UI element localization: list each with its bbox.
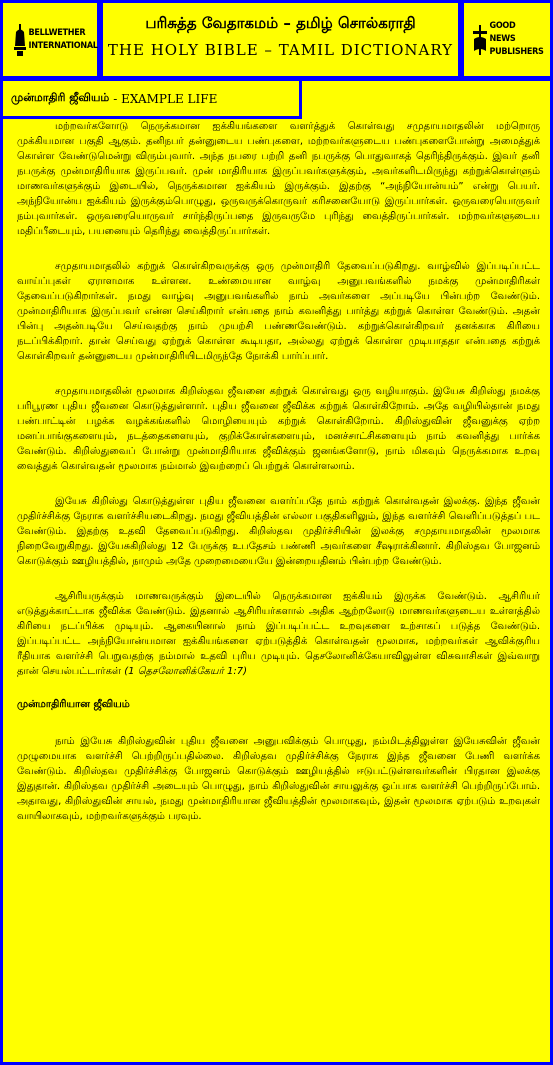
subtitle-tamil: முன்மாதிரி ஜீவியம் xyxy=(11,91,110,104)
bellwether-logo-box xyxy=(0,0,100,79)
header-title-box xyxy=(100,0,461,79)
main-content-box xyxy=(0,78,553,1065)
paragraph: நாம் இயேசு கிறிஸ்துவின் புதிய ஜீவனை அனுபவிக்கும் பொழுது, நம்மிடத்திலுள்ள இயேசுவின் ஜீவன் முழுமையாக வளர்ச்சி பெற்றிருப்பதில்லை. கிறிஸ்தவ முதிர்ச்சிக்கு நேராக இந்த ஜீவனை பேணி வளர்க்க வேண்டும். கிறிஸ்தவ முதிர்ச்சிக்கு போஜனம் கொடுக்கும் ஊழியத்தில் ஈடுபட்டுள்ளவர்களின் பிரதான இலக்கு இதுதான். கிறிஸ்தவ முதிர்ச்சி அடையும் பொழுது, நாம் கிறிஸ்துவின் சாயலுக்கு ஒப்பாக வளர்ச்சி பெற்றிருப்போம். அதாவது, கிறிஸ்துவின் சாயல், நமது முன்மாதிரியான ஜீவியத்தின் மூலமாகவும், இதன் மூலமாக ஏற்படும் உறவுகள் வாயிலாகவும், மற்றவர்களுக்கும் பரவும். xyxy=(17,736,540,822)
bellwether-icon xyxy=(14,24,26,56)
paragraph: இயேசு கிறிஸ்து கொடுத்துள்ள புதிய ஜீவனை வளர்ப்பதே நாம் கற்றுக் கொள்வதன் இலக்கு. இந்த ஜீவன் முதிர்ச்சிக்கு நேராக வளர்ச்சியடைகிறது. நமது ஜீவியத்தின் எல்லா பகுதிகளிலும், இந்த வளர்ச்சி வெளிப்படுத்தப் பட வேண்டும். இதற்கு உதவி தேவைப்படுகிறது. கிறிஸ்தவ முதிர்ச்சியின் இலக்கு சமுதாயமாதலின் மூலமாக நிறைவேறுகிறது. இயேசுகிறிஸ்து 12 பேருக்கு உபதேசம் பண்ணி அவர்களை சீஷராக்கினார். கிறிஸ்தவ போஜனம் கொடுக்கும் ஊழியத்தில், நாமும் அதே முறைமையையே இன்றையதினம் பின்பற்ற வேண்டும். xyxy=(17,496,540,567)
paragraph: சமுதாயமாதலில் கற்றுக் கொள்கிறவருக்கு ஒரு முன்மாதிரி தேவைப்படுகிறது. வாழ்வில் இப்படிப்பட்ட வாய்ப்புகள் ஏராளமாக உள்ளன. உண்மையான வாழ்வு அனுபவங்களில் நமக்கு முன்மாதிரிகள் தேவைப்படுகிறார்கள். நமது வாழ்வு அனுபவங்களில் நாம் அவர்களை அப்படியே பின்பற்ற வேண்டும். முன்மாதிரியாக இருப்பவர் என்ன செய்கிறார் என்பதை நாம் கவனித்து பார்த்து கற்றுக் கொள்ள வேண்டும். அதன் பின்பு அதன்படியே செய்வதற்கு நாம் முயற்சி பண்ணவேண்டும். கற்றுக்கொள்கிறவர் தனக்காக கிரியை நடப்பிக்கிறார். தான் செய்வது ஏற்றுக் கொள்ள கூடியதா, அல்லது ஏற்றுக் கொள்ள முடியாததா என்பதை கற்றுக் கொள்கிறவர் தன்னுடைய முன்மாதிரியிடமிருந்தே நோக்கி பார்ப்பார். xyxy=(17,261,540,362)
paragraph-text: ஆசிரியருக்கும் மாணவருக்கும் இடையில் நெருக்கமான ஐக்கியம் இருக்க வேண்டும். ஆசிரியர் எடுத்துக்காட்டாக ஜீவிக்க வேண்டும். இதனால் ஆசிரியர்களால் அதிக ஆற்றலோடு மாணவர்களுடைய உள்ளத்தில் கிரியை நடப்பிக்க முடியும். ஆகையினால் நாம் இப்படிப்பட்ட உறவுகளை உற்சாகப் படுத்த வேண்டும். இப்படிப்பட்ட அந்நியோன்யமான ஐக்கியங்களை ஏற்படுத்திக் கொள்வதன் மூலமாக, மற்றவர்கள் ஆவிக்குரிய ரீதியாக வளர்ச்சி பெறுவதற்கு நம்மால் உதவி புரிய முடியும். தெசலோனிக்கேயாவிலுள்ள விசுவாசிகள் இவ்வாறு தான் செயல்பட்டார்கள் xyxy=(17,591,540,677)
section-heading: முன்மாதிரியான ஜீவியம் xyxy=(17,699,130,710)
paragraph xyxy=(17,589,540,679)
good-news-icon xyxy=(473,25,487,55)
good-news-logo-box xyxy=(461,0,553,79)
title-tamil: பரிசுத்த வேதாகமம் – தமிழ் சொல்கராதி xyxy=(145,14,416,32)
title-english: THE HOLY BIBLE – TAMIL DICTIONARY xyxy=(107,41,454,59)
subtitle-box xyxy=(0,78,302,119)
article-body xyxy=(3,81,550,852)
paragraph: சமுதாயமாதலின் மூலமாக கிறிஸ்தவ ஜீவனை கற்றுக் கொள்வது ஒரு வழியாகும். இயேசு கிறிஸ்து நமக்கு பரிபூரண புதிய ஜீவனை கொடுத்துள்ளார். புதிய ஜீவனை ஜீவிக்க கற்றுக் கொள்கிறோம். அதே வழியில்தான் நமது பண்பாட்டின் பழக்க வழக்கங்களில் மொழியையும் கற்றுக் கொள்கிறோம். கிறிஸ்துவின் ஜீவனுக்கு ஏற்ற மனப்பாங்குகளையும், நடத்தைகளையும், குறிக்கோள்களையும், மனச்சாட்சிகளையும் நாம் கவனித்து பார்க்க வேண்டும். கிறிஸ்துவைப் போன்று முன்மாதிரியாக ஜீவிக்கும் ஜனங்களோடு, நாம் மிகவும் நெருக்கமாக உறவு வைத்துக் கொள்வதன் மூலமாக நம்மால் இவற்றைப் பெற்றுக் கொள்ளலாம். xyxy=(17,386,540,472)
bellwether-logo-text: BELLWETHER INTERNATIONAL xyxy=(28,27,98,51)
paragraph: மற்றவர்களோடு நெருக்கமான ஐக்கியங்களை வளர்த்துக் கொள்வது சமுதாயமாதலின் மற்றொரு முக்கியமான பகுதி ஆகும். தனிநபர் தன்னுடைய பண்புகளை, மற்றவர்களுடைய பண்புகளைபோன்று அமைத்துக் கொள்ள வேண்டுமென்று விரும்புவார். அந்த நபரை பற்றி தனி நபருக்கு பொதுவாகத் தெரிந்திருக்கும். இவர் தனி நபருக்கு முன்மாதிரியாக இருப்பவர். முன் மாதிரியாக இருப்பவர்களுக்கும், அவர்களிடமிருந்து கற்றுக்கொள்ளும் மாணவர்களுக்கும் இடையில், நெருக்கமான ஐக்கியம் இருக்கும். இதற்கு “அந்நியோன்யம்” என்று பெயர். அந்நியோன்ய ஐக்கியம் இருக்கும்பொழுது, ஒருவருக்கொருவர் கரிசனையோடு இருப்பார்கள். ஒருவரையொருவர் நம்புவார்கள். ஒருவரையொருவர் சார்ந்திருப்பதை இருவருமே புரிந்து வைத்திருப்பார்கள். மற்றவர்களுடைய மதிப்பீடையும், பயனையும் தெரிந்து வைத்திருப்பார்கள். xyxy=(17,121,540,237)
bible-citation: (1 தெசலோனிக்கேயர் 1:7) xyxy=(124,666,247,677)
subtitle-english: - EXAMPLE LIFE xyxy=(113,91,218,106)
good-news-logo-text: GOOD NEWS PUBLISHERS xyxy=(489,21,544,57)
